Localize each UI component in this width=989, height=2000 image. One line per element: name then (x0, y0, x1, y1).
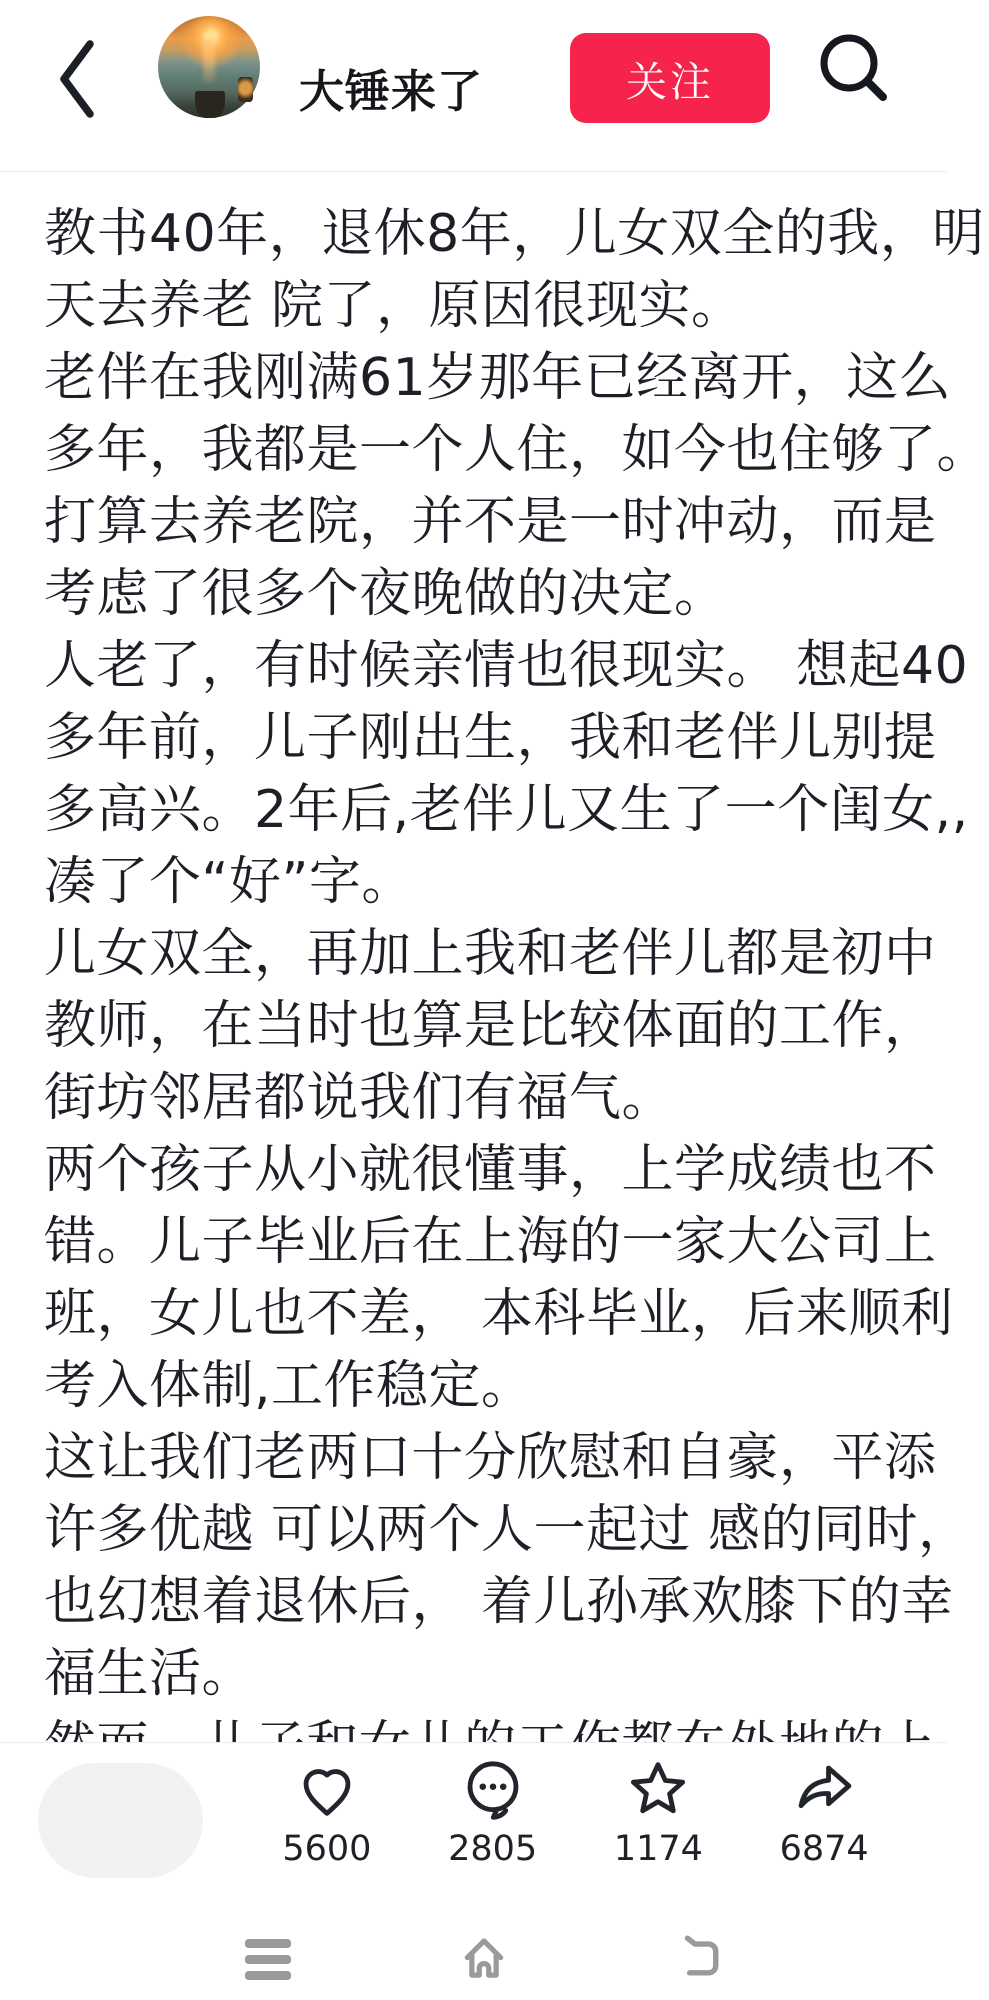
article-line: 人老了，有时候亲情也很现实。 想起40 (44, 636, 969, 696)
favorite-button[interactable] (576, 1743, 742, 1892)
header (0, 0, 947, 172)
avatar-lantern (238, 77, 253, 101)
system-nav-bar (0, 1891, 947, 2000)
back-button[interactable] (50, 34, 106, 124)
article-text (0, 172, 989, 1742)
article-line: 也幻想着退休后， 着儿孙承欢膝下的幸 (44, 1572, 954, 1632)
article-line: 老伴在我刚满61岁那年已经离开，这么 (44, 348, 952, 408)
article-line: 打算去养老院，并不是一时冲动，而是 (44, 492, 937, 552)
username[interactable]: 大锤来了 (299, 65, 484, 118)
menu-icon (241, 1931, 295, 1985)
article-line: 儿女双全，再加上我和老伴儿都是初中 (44, 924, 937, 984)
avatar-sun-reflection (203, 40, 215, 83)
article-line: 两个孩子从小就很懂事，上学成绩也不 (44, 1140, 937, 1200)
article-line: 教书40年，退休8年，儿女双全的我，明 (44, 204, 985, 264)
search-button[interactable] (812, 26, 896, 110)
blurred-thumbnail (38, 1763, 203, 1878)
star-icon (624, 1755, 692, 1823)
article-line: 考入体制,工作稳定。 (44, 1356, 534, 1416)
share-count: 6874 (779, 1829, 869, 1869)
favorite-count: 1174 (613, 1829, 703, 1869)
return-button[interactable] (673, 1931, 727, 1985)
search-icon (812, 26, 896, 110)
article-line: 这让我们老两口十分欣慰和自豪，平添 (44, 1428, 937, 1488)
article-line: 班，女儿也不差， 本科毕业，后来顺利 (44, 1284, 954, 1344)
avatar-cup (195, 91, 226, 118)
like-count: 5600 (282, 1829, 372, 1869)
article-line: 多年，我都是一个人住，如今也住够了。 (44, 420, 989, 480)
article-line: 错。儿子毕业后在上海的一家大公司上 (44, 1212, 937, 1272)
home-icon (457, 1931, 511, 1985)
back-chevron-icon (50, 34, 106, 124)
article-line: 天去养老 院了，原因很现实。 (44, 276, 744, 336)
avatar[interactable] (158, 16, 260, 118)
actions (244, 1743, 907, 1892)
comment-count: 2805 (448, 1829, 538, 1869)
comment-button[interactable] (410, 1743, 576, 1892)
share-icon (790, 1755, 858, 1823)
article-line: 凑了个“好”字。 (44, 852, 414, 912)
menu-button[interactable] (241, 1931, 295, 1985)
article-line: 福生活。 (44, 1644, 255, 1704)
article-line: 多年前，儿子刚出生，我和老伴儿别提 (44, 708, 937, 768)
article-line: 许多优越 可以两个人一起过 感的同时， (44, 1500, 971, 1560)
share-button[interactable] (741, 1743, 907, 1892)
article-line: 多高兴。2年后,老伴儿又生了一个闺女,, (44, 780, 969, 840)
home-button[interactable] (457, 1931, 511, 1985)
like-button[interactable] (244, 1743, 410, 1892)
return-icon (673, 1931, 727, 1985)
action-bar (0, 1742, 947, 1892)
heart-icon (293, 1755, 361, 1823)
article-line: 街坊邻居都说我们有福气。 (44, 1068, 675, 1128)
article-line: 考虑了很多个夜晚做的决定。 (44, 564, 727, 624)
comment-icon (459, 1755, 527, 1823)
article-line: 教师，在当时也算是比较体面的工作， (44, 996, 937, 1056)
follow-button[interactable]: 关注 (570, 33, 770, 123)
